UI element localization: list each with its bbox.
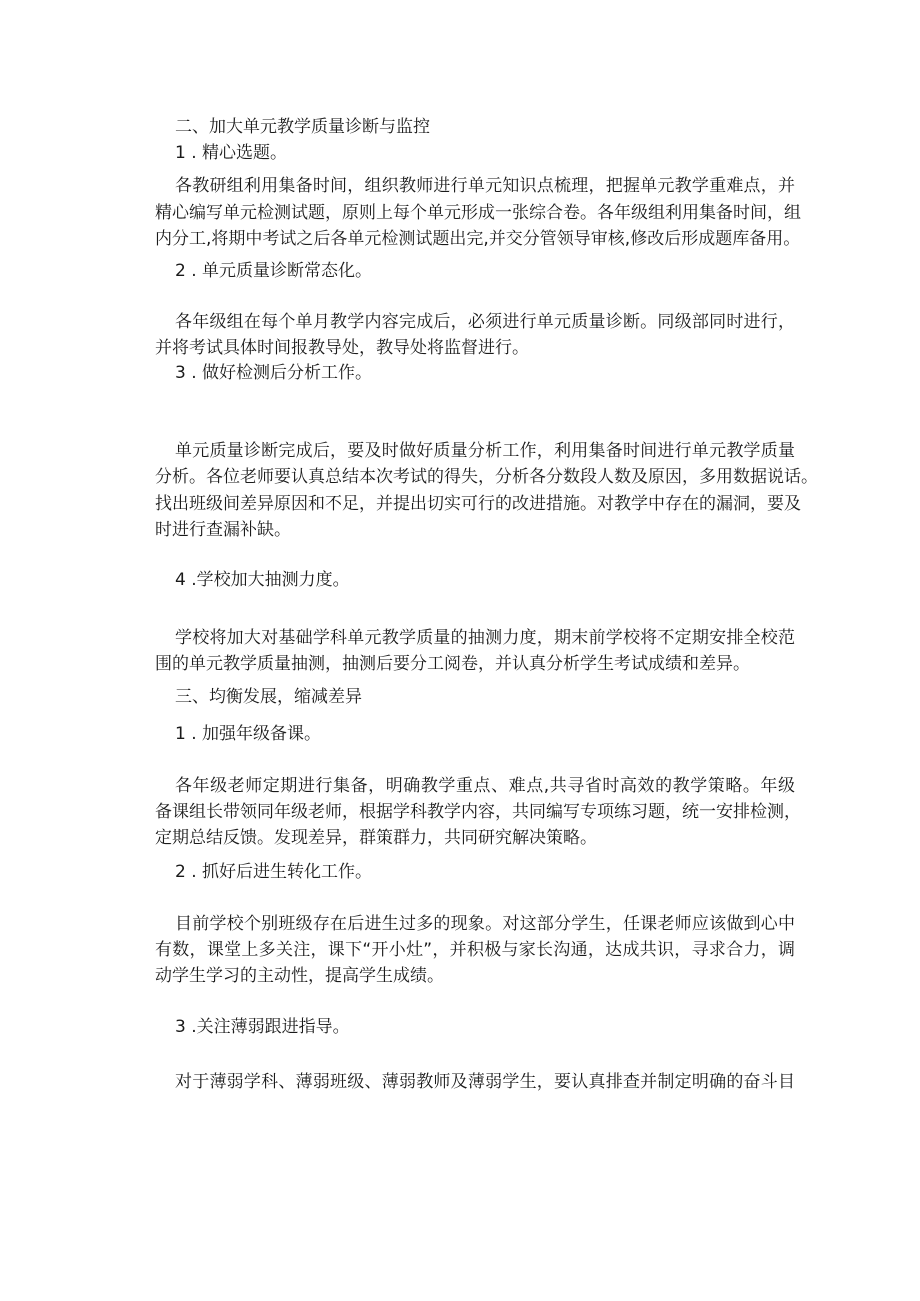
text-line: 备课组长带领同年级老师，根据学科教学内容，共同编写专项练习题，统一安排检测， bbox=[155, 802, 801, 822]
text-line: 1 . 精心选题。 bbox=[175, 143, 288, 163]
text-line: 内分工,将期中考试之后各单元检测试题出完,并交分管领导审核,修改后形成题库备用。 bbox=[155, 229, 801, 249]
text-line: 并将考试具体时间报教导处，教导处将监督进行。 bbox=[155, 338, 529, 358]
text-line: 各年级组在每个单月教学内容完成后，必须进行单元质量诊断。同级部同时进行， bbox=[175, 312, 795, 332]
text-line: 有数，课堂上多关注，课下“开小灶”，并积极与家长沟通，达成共识，寻求合力，调 bbox=[155, 940, 795, 960]
text-line: 动学生学习的主动性，提高学生成绩。 bbox=[155, 966, 444, 986]
text-line: 2 . 抓好后进生转化工作。 bbox=[175, 862, 373, 882]
text-line: 精心编写单元检测试题，原则上每个单元形成一张综合卷。各年级组利用集备时间，组 bbox=[155, 203, 801, 223]
text-line: 4 .学校加大抽测力度。 bbox=[175, 570, 350, 590]
text-line: 目前学校个别班级存在后进生过多的现象。对这部分学生，任课老师应该做到心中 bbox=[175, 914, 795, 934]
text-line: 各教研组利用集备时间，组织教师进行单元知识点梳理，把握单元教学重难点，并 bbox=[175, 176, 795, 196]
text-line: 单元质量诊断完成后，要及时做好质量分析工作，利用集备时间进行单元教学质量 bbox=[175, 441, 795, 461]
text-line: 围的单元教学质量抽测，抽测后要分工阅卷，并认真分析学生考试成绩和差异。 bbox=[155, 654, 750, 674]
text-line: 3 . 做好检测后分析工作。 bbox=[175, 363, 373, 383]
text-line: 2 . 单元质量诊断常态化。 bbox=[175, 261, 373, 281]
text-line: 时进行查漏补缺。 bbox=[155, 520, 291, 540]
text-line: 定期总结反馈。发现差异，群策群力，共同研究解决策略。 bbox=[155, 828, 597, 848]
text-line: 3 .关注薄弱跟进指导。 bbox=[175, 1017, 350, 1037]
text-line: 分析。各位老师要认真总结本次考试的得失，分析各分数段人数及原因，多用数据说话。 bbox=[155, 467, 818, 487]
text-line: 找出班级间差异原因和不足，并提出切实可行的改进措施。对教学中存在的漏洞，要及 bbox=[155, 494, 801, 514]
text-line: 三、均衡发展，缩减差异 bbox=[175, 687, 362, 707]
text-line: 各年级老师定期进行集备，明确教学重点、难点,共寻省时高效的教学策略。年级 bbox=[175, 776, 795, 796]
text-line: 二、加大单元教学质量诊断与监控 bbox=[175, 117, 430, 137]
text-line: 学校将加大对基础学科单元教学质量的抽测力度，期末前学校将不定期安排全校范 bbox=[175, 628, 795, 648]
text-line: 对于薄弱学科、薄弱班级、薄弱教师及薄弱学生，要认真排查并制定明确的奋斗目 bbox=[175, 1072, 795, 1092]
text-line: 1 . 加强年级备课。 bbox=[175, 724, 322, 744]
